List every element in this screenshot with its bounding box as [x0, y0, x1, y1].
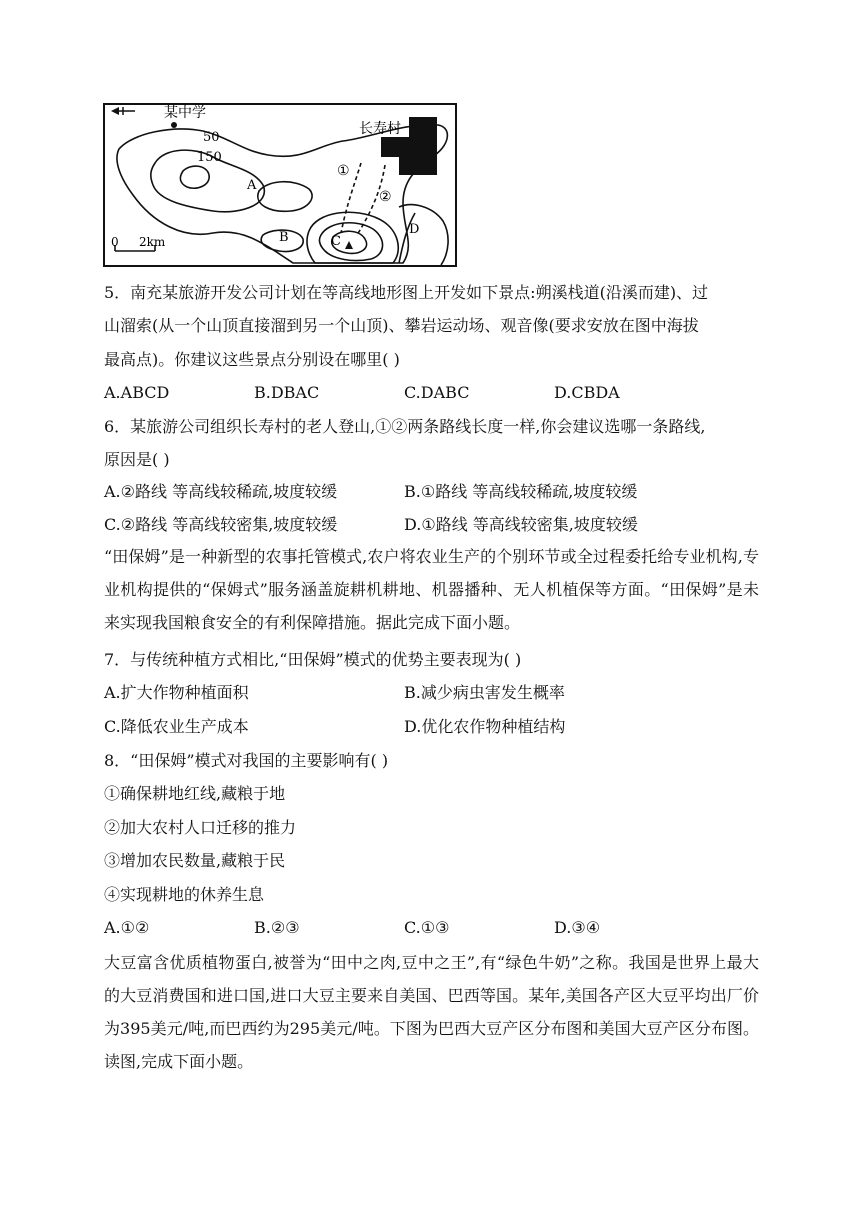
contour-150-label: 150 — [197, 150, 222, 165]
q6-option-c[interactable]: C.②路线 等高线较密集,坡度较缓 — [104, 515, 338, 534]
q6-stem-line-1: 6．某旅游公司组织长寿村的老人登山,①②两条路线长度一样,你会建议选哪一条路线, — [104, 417, 706, 436]
scale-zero-label: 0 — [111, 235, 119, 249]
q5-stem-line-1: 5．南充某旅游开发公司计划在等高线地形图上开发如下景点:朔溪栈道(沿溪而建)、过 — [104, 283, 709, 302]
q7-option-d[interactable]: D.优化农作物种植结构 — [404, 717, 566, 736]
q8-option-a[interactable]: A.①② — [104, 918, 150, 937]
q6-option-a[interactable]: A.②路线 等高线较稀疏,坡度较缓 — [104, 482, 338, 501]
village-label: 长寿村 — [359, 121, 401, 137]
q6-option-b[interactable]: B.①路线 等高线较稀疏,坡度较缓 — [404, 482, 638, 501]
q7-option-a[interactable]: A.扩大作物种植面积 — [104, 683, 249, 702]
school-marker — [171, 122, 177, 128]
school-label: 某中学 — [164, 105, 206, 121]
q7-option-c[interactable]: C.降低农业生产成本 — [104, 717, 249, 736]
contour-map-svg — [103, 103, 458, 268]
q5-option-a[interactable]: A.ABCD — [104, 383, 170, 402]
q5-option-c[interactable]: C.DABC — [404, 383, 470, 402]
q5-stem-line-2: 山溜索(从一个山顶直接溜到另一个山顶)、攀岩运动场、观音像(要求安放在图中海拔 — [104, 316, 699, 335]
q8-option-c[interactable]: C.①③ — [404, 918, 450, 937]
point-d-label: D — [409, 222, 420, 237]
q6-option-d[interactable]: D.①路线 等高线较密集,坡度较缓 — [404, 515, 638, 534]
q7-option-b[interactable]: B.减少病虫害发生概率 — [404, 683, 565, 702]
passage-soybean: 大豆富含优质植物蛋白,被誉为“田中之肉,豆中之王”,有“绿色牛奶”之称。我国是世界上最大的大豆消费国和进口国,进口大豆主要来自美国、巴西等国。某年,美国各产区大豆平均出厂价为395美元/吨,而巴西约为295美元/吨。下图为巴西大豆产区分布图和美国大豆产区分布图。读图,完成下面小题。 — [104, 953, 759, 1071]
q8-item-2: ②加大农村人口迁移的推力 — [104, 818, 297, 837]
route-2-label: ② — [379, 189, 392, 205]
q8-item-3: ③增加农民数量,藏粮于民 — [104, 851, 286, 870]
q8-option-b[interactable]: B.②③ — [254, 918, 300, 937]
scale-length-label: 2km — [139, 235, 166, 249]
point-a-label: A — [247, 178, 257, 193]
q5-option-d[interactable]: D.CBDA — [554, 383, 620, 402]
passage-tian-baomu: “田保姆”是一种新型的农事托管模式,农户将农业生产的个别环节或全过程委托给专业机构,专业机构提供的“保姆式”服务涵盖旋耕机耕地、机器播种、无人机植保等方面。“田保姆”是未来实现我国粮食安全的有利保障措施。据此完成下面小题。 — [104, 547, 759, 632]
q8-item-1: ①确保耕地红线,藏粮于地 — [104, 784, 286, 803]
point-c-label: C — [331, 234, 341, 249]
contour-map — [103, 103, 458, 268]
route-1-label: ① — [337, 163, 350, 179]
q5-option-b[interactable]: B.DBAC — [254, 383, 320, 402]
q8-item-4: ④实现耕地的休养生息 — [104, 885, 265, 904]
q8-stem: 8．“田保姆”模式对我国的主要影响有( ) — [104, 751, 389, 770]
q8-option-d[interactable]: D.③④ — [554, 918, 601, 937]
q5-stem-line-3: 最高点)。你建议这些景点分别设在哪里( ) — [104, 350, 400, 369]
point-b-label: B — [279, 230, 289, 245]
q6-stem-line-2: 原因是( ) — [104, 450, 170, 469]
contour-50-label: 50 — [203, 130, 220, 145]
q7-stem: 7．与传统种植方式相比,“田保姆”模式的优势主要表现为( ) — [104, 650, 522, 669]
